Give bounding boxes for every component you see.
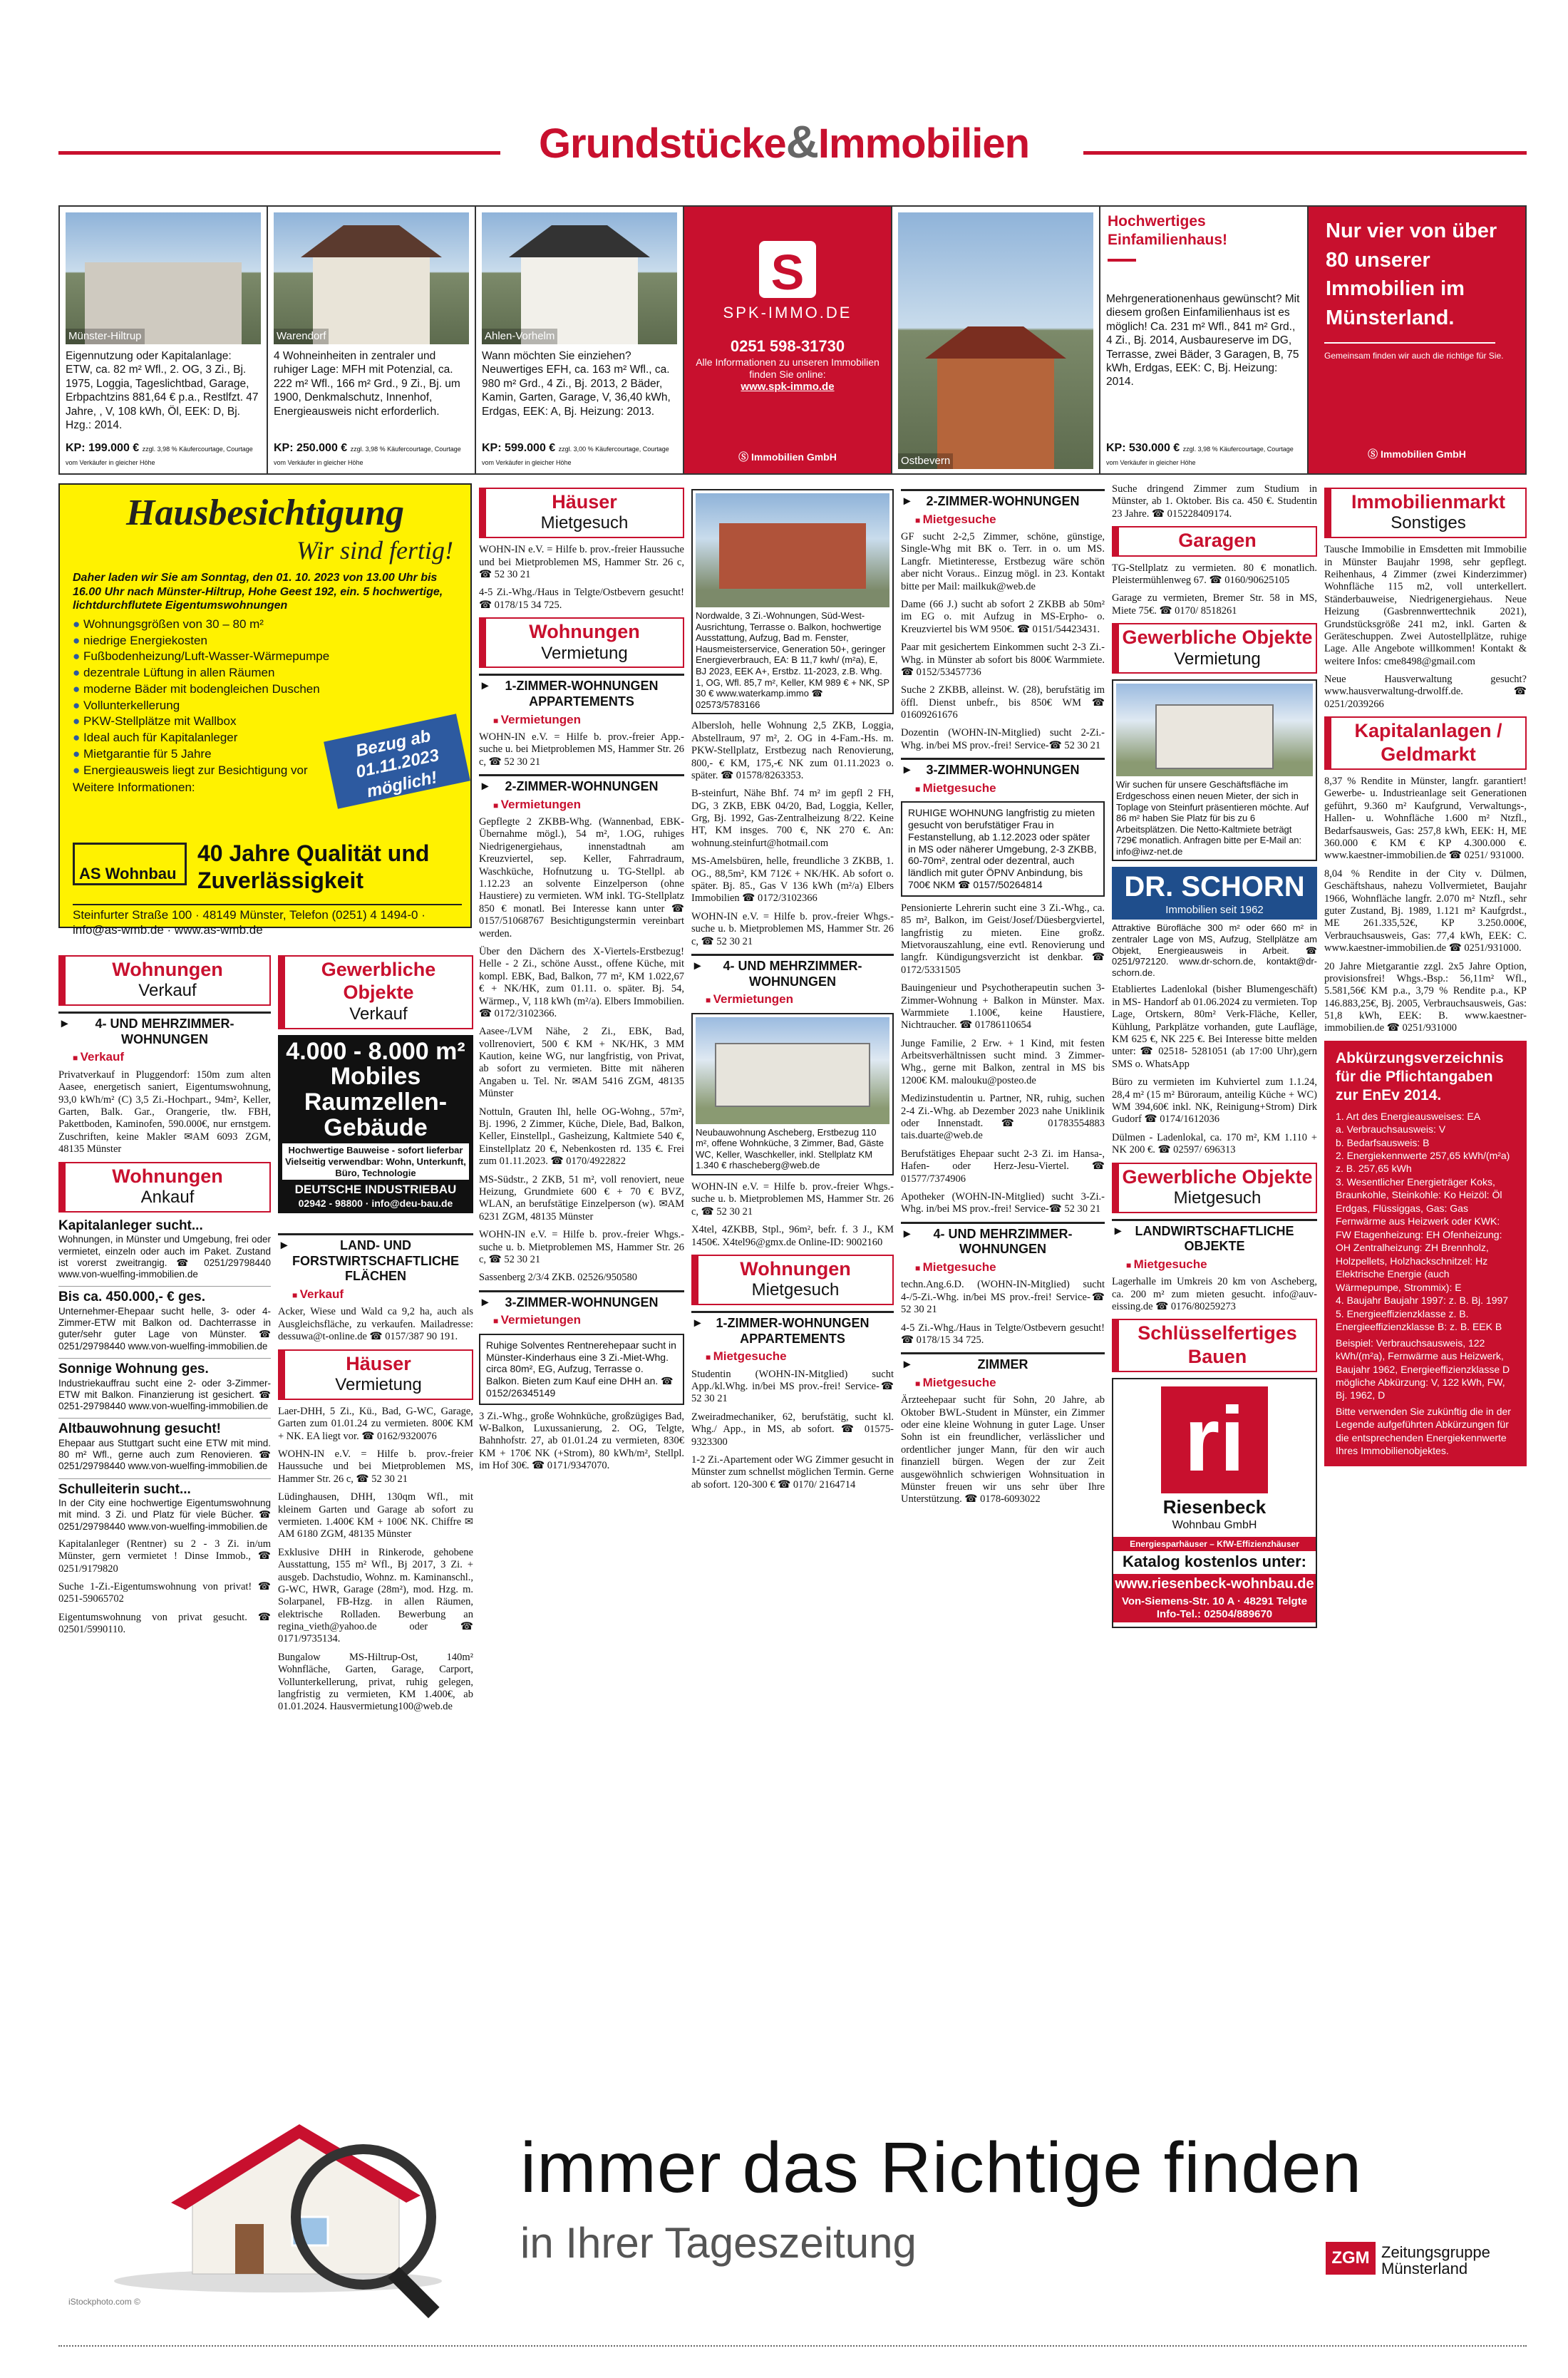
classified-ad[interactable]: Altbauwohnung gesucht! Ehepaar aus Stuttgart sucht eine ETW mit mind. 80 m² Wfl., gerne auch zum Renovieren. ☎ 0251/29798440 www.von-wuelfing-immobilien.de xyxy=(58,1418,271,1472)
zgm-logo-icon: ZGM xyxy=(1326,2242,1376,2275)
section-haeuser-mietgesuch: Häuser Mietgesuch xyxy=(479,488,684,538)
classified-ad[interactable]: 4-5 Zi.-Whg./Haus in Telgte/Ostbevern gesucht! ☎ 0178/15 34 725. xyxy=(901,1322,1105,1346)
category-heading: ▸ 4- UND MEHRZIMMER-WOHNUNGEN xyxy=(901,1222,1105,1257)
listing-photo: Ostbevern xyxy=(898,212,1093,469)
sparkasse-logo-icon xyxy=(759,241,816,298)
box-title: Abkürzungsverzeichnis für die Pflichtangaben zur EnEv 2014. xyxy=(1336,1049,1504,1104)
listing-ostbevern[interactable] xyxy=(892,207,1100,473)
availability-stamp: Bezug ab 01.11.2023 möglich! xyxy=(324,714,470,808)
classified-ad[interactable]: Aasee-/LVM Nähe, 2 Zi., EBK, Bad, vollrenoviert, 500 € KM + NK/HK, 3 MM Kaution, keine WG, nur langfristig, von Privat, ab sofort zu vermieten. Bitte mit näheren Angaben u. Tel. Nr. ✉AM 5416 ZGM, 48135 Münster xyxy=(479,1026,684,1100)
listing-price: KP: 250.000 € zzgl. 3,98 % Käufercourtage, Courtage vom Verkäufer in gleicher Höhe xyxy=(274,441,461,467)
section-kapitalanlagen: Kapitalanlagen / Geldmarkt xyxy=(1324,716,1527,770)
listing-text: Eigennutzung oder Kapitalanlage: ETW, ca. 82 m² Wfl., 2. OG, 3 Zi., Bj. 1975, Loggia, Tageslichtbad, Garage, Erbpachtzins 881,64 € p.a., Restlfzt. 47 Jahre, , V, 108 kWh, Öl, EEK: D, Bj. Hzg.: 2014. xyxy=(66,350,259,431)
listing-ahlen[interactable] xyxy=(476,207,684,473)
listing-hiltrup[interactable] xyxy=(60,207,268,473)
legend-line: b. Bedarfsausweis: B xyxy=(1336,1136,1430,1148)
column-2 xyxy=(271,951,473,1719)
category-heading: ▸ 4- UND MEHRZIMMER-WOHNUNGEN xyxy=(58,1012,271,1047)
classified-ad[interactable]: X4tel, 4ZKBB, Stpl., 96m², befr. f. 3 J., KM 1450€. X4tel96@gmx.de Online-ID: 9002160 xyxy=(691,1224,894,1248)
classified-ad[interactable]: 4-5 Zi.-Whg./Haus in Telgte/Ostbevern gesucht! ☎ 0178/15 34 725. xyxy=(479,587,684,611)
listing-photo: Warendorf xyxy=(274,212,469,344)
section-immobilienmarkt: Immobilienmarkt Sonstiges xyxy=(1324,488,1527,538)
listing-text: Nordwalde, 3 Zi.-Wohnungen, Süd-West-Ausrichtung, Terrasse o. Balkon, hochwertige Ausstattung, Aufzug, Bad m. Fenster, Hausmeisterservice, Generation 50+, geringer Energieverbrauch, EA: B 11,7 kwh/ (m²a), E, BJ 2023, EEK A+, Erstbz. 11-2023, z.B. Whg. 1, OG, Wfl. 85,7 m², Keller, KM 989 € + NK, SP 30 € www.waterkamp.immo ☎ 02573/5783166 xyxy=(696,610,889,710)
classified-ad[interactable]: Pensionierte Lehrerin sucht eine 3 Zi.-Whg., ca. 85 m², Balkon, im Geist/Josef/Düesbergviertel, langfristig zu mieten. Eine großz. Mietvorauszahlung, eine evtl. Renovierung und langfr. Kündigungsverzicht ist denkbar. ☎ 0172/5331505 xyxy=(901,902,1105,976)
listing-photo: Ahlen-Vorhelm xyxy=(482,212,677,344)
classified-ad[interactable]: Dülmen - Ladenlokal, ca. 170 m², KM 1.110 + NK 200 €. ☎ 02597/ 696313 xyxy=(1112,1131,1317,1156)
ad-headline: Hausbesichtigung xyxy=(125,493,405,533)
classified-ad[interactable]: Dame (66 J.) sucht ab sofort 2 ZKBB ab 50m² im EG o. mit Aufzug in MS-Erpho- o. Kreuzviertel bis WM 950€. ☎ 0151/54423431. xyxy=(901,598,1105,635)
steinfurt-ad[interactable] xyxy=(1112,679,1317,861)
masthead xyxy=(0,114,1568,171)
classified-ad[interactable]: 1-2 Zi.-Apartement oder WG Zimmer gesucht in Münster zum schnellst möglichen Termin. Gerne ab sofort. 120-300 € ☎ 0170/ 2164714 xyxy=(691,1454,894,1491)
listing-text: 4 Wohneinheiten in zentraler und ruhiger Lage: MFH mit Potenzial, ca. 222 m² Wfl., 166 m² Grd., 9 Zi., Bj. um 1900, Denkmalschutz, Innenhof, Energieausweis nicht erforderlich. xyxy=(274,350,460,418)
legend-line: 3. Wesentlicher Energieträger Koks, Braunkohle, Steinkohle: Ko Heizöl: Öl Erdgas, Flüssiggas, Gas: Gas Fernwärme aus Heizwerk oder KWK: FW Etagenheizung: EH Ofenheizung: OH Zentralheizung: ZH Brennholz, Holzpellets, Holzhackschnitzel: Hz Elektrische Energie (auch Wärmepumpe, Strommix): E xyxy=(1336,1175,1502,1293)
spk-footer: Ⓢ Immobilien GmbH xyxy=(738,451,837,463)
promo-footer: Ⓢ Immobilien GmbH xyxy=(1368,448,1466,460)
column-6 xyxy=(1112,483,1317,1628)
section-wohnungen-mietgesuch: Wohnungen Mietgesuch xyxy=(691,1255,894,1305)
category-heading: ▸ 2-ZIMMER-WOHNUNGEN xyxy=(901,489,1105,510)
category-heading: ▸ 2-ZIMMER-WOHNUNGEN xyxy=(479,774,684,795)
listing-price: KP: 599.000 € zzgl. 3,00 % Käufercourtage, Courtage vom Verkäufer in gleicher Höhe xyxy=(482,441,669,467)
section-wohnungen-ankauf: Wohnungen Ankauf xyxy=(58,1162,271,1213)
listing-einfamilienhaus[interactable] xyxy=(1100,207,1309,473)
column-3 xyxy=(479,483,684,1478)
page-title: Grundstücke&Immobilien xyxy=(538,116,1030,168)
column-5 xyxy=(901,483,1105,1512)
riesenbeck-logo-icon: ri xyxy=(1161,1386,1268,1493)
section-gewerbliche-mietgesuch: Gewerbliche Objekte Mietgesuch xyxy=(1112,1163,1317,1213)
listing-price: KP: 199.000 € zzgl. 3,98 % Käufercourtage, Courtage vom Verkäufer in gleicher Höhe xyxy=(66,441,253,467)
section-schluesselfertiges-bauen: Schlüsselfertiges Bauen xyxy=(1112,1319,1317,1372)
spk-phone: 0251 598-31730 xyxy=(730,336,845,355)
banner-slogan: immer das Richtige finden xyxy=(520,2128,1363,2208)
legend-line: 5. Energieeffizienzklasse z. B. Energieeffizienzklasse B: z. B. EEK B xyxy=(1336,1307,1502,1333)
category-heading: ▸ 3-ZIMMER-WOHNUNGEN xyxy=(479,1290,684,1311)
classified-ad[interactable]: WOHN-IN e.V. = Hilfe b. prov.-freier Whgs.-suche u. b. Mietproblemen MS, Hammer Str. 26 c, ☎ 52 30 21 xyxy=(479,1229,684,1265)
riesenbeck-ad[interactable] xyxy=(1112,1378,1317,1628)
enev-abbreviation-box xyxy=(1324,1041,1527,1466)
boxed-classified-ad[interactable]: RUHIGE WOHNUNG langfristig zu mieten gesucht von berufstätiger Frau in Festanstellung, ab 1.12.2023 oder später in MS oder näherer Umgebung, 2-3 ZKBB, 60-70m², zentral oder dezentral, auch ländlich mit guter ÖPNV Anbindung, bis 700€ NKM ☎ 0157/50264814 xyxy=(901,801,1105,897)
classified-ad[interactable]: Kapitalanleger sucht... Wohnungen, in Münster und Umgebung, frei oder vermietet, einzeln oder auch im Paket. Zustand ist vorerst zweitrangig. ☎ 0251/29798440 www.von-wuelfing-immobilien.de xyxy=(58,1218,271,1280)
list-item: ● niedrige Energiekosten xyxy=(73,634,458,649)
classified-ad[interactable]: Lagerhalle im Umkreis 20 km von Ascheberg, ca. 200 m² zum mieten gesucht. info@auv-eissing.de ☎ 0176/80259273 xyxy=(1112,1276,1317,1313)
nordwalde-ad[interactable] xyxy=(691,489,894,714)
website-link[interactable]: www.riesenbeck-wohnbau.de xyxy=(1113,1574,1316,1594)
classified-ad[interactable]: 8,04 % Rendite in der City v. Dülmen, Geschäftshaus, nahezu Vollvermietet, Baujahr 1966, Wohnfläche langfr. 2.070 m² Ntzfl., sehr guter Zustand, Bj. 1989, 1.121 m² Kaufgrdst., ME 261.335,52€, KP 3.250.000€, Verbrauchsausweis, Gas: 77,4 kWh, EEK: C. www.kaestner-immobilien.de ☎ 0251/931000. xyxy=(1324,868,1527,954)
classified-ad[interactable]: Exklusive DHH in Rinkerode, gehobene Ausstattung, 155 m² Wfl., Bj 2017, 3 Zi. + ausgeb. Dachstudio, Wohnz. m. Kaminanschl., G-WC, HWR, Garage (28m²), mod. Hzg. m. Solarpanel, FB-Hzg. in allen Räumen, elektrische Rolladen. Bewerbung an regina_vieth@yahoo.de oder ☎ 0171/9735134. xyxy=(278,1546,473,1645)
classified-ad[interactable]: Privatverkauf in Pluggendorf: 150m zum alten Aasee, energetisch saniert, Eigentumswohnung, 93,0 kWh/m² (C) 3,5 Zi.-Hochpart., 94m², Keller, Garten, Balk. Gar., Orangerie, tlw. FBH, Pakettboden, Kaminofen, 590.000€, nur ernstgem. Zuschriften, keine Makler ✉AM 6093 ZGM, 48135 Münster xyxy=(58,1069,271,1155)
classified-ad[interactable]: Sassenberg 2/3/4 ZKB. 02526/950580 xyxy=(479,1272,638,1284)
list-item: ● PKW-Stellplätze mit Wallbox xyxy=(73,714,458,729)
listing-text: Wann möchten Sie einziehen? Neuwertiges EFH, ca. 163 m² Wfl., ca. 980 m² Grd., 4 Zi., Bj. 2013, 2 Bäder, Kamin, Garten, Garage, V, 36,40 kWh, Erdgas, EEK: A, Bj. Heizung: 2013. xyxy=(482,350,671,418)
classified-ad[interactable]: Lüdinghausen, DHH, 130qm Wfl., mit kleinem Garten und Garage ab sofort zu vermieten. 1.400€ KM + 100€ NK. Chiffre ✉AM 6180 ZGM, 48135 Münster xyxy=(278,1491,473,1540)
zgm-name: Zeitungsgruppe Münsterland xyxy=(1381,2243,1490,2278)
category-tag: ■ Verkauf xyxy=(73,1050,271,1064)
listing-text: Neubauwohnung Ascheberg, Erstbezug 110 m², offene Wohnküche, 3 Zimmer, Bad, Gäste WC, Keller, Waschkeller, inkl. Stellplatz KM 1.340 € rhascheberg@web.de xyxy=(696,1126,884,1171)
classified-ad[interactable]: Suche dringend Zimmer zum Studium in Münster, ab 1. Oktober. Bis ca. 450 €. Studentin 23 Jahre. ☎ 015228409174. xyxy=(1112,483,1317,520)
listing-text: Wir suchen für unsere Geschäftsfläche im Erdgeschoss einen neuen Mieter, der sich in Toplage von Steinfurt präsentieren möchte. Auf 86 m² haben Sie Platz für bis zu 6 Arbeitsplätzen. Die Netto-Kaltmiete beträgt 729€ monatlich. Anfragen bitte per E-Mail an: info@iwz-net.de xyxy=(1116,779,1309,857)
classified-ad[interactable]: Medizinstudentin u. Partner, NR, ruhig, suchen 2-4 Zi.-Whg. ab Dezember 2023 nahe Uniklinik oder Innenstadt. ☎ 01783554883 tais.duarte@web.de xyxy=(901,1093,1105,1142)
classified-ad[interactable]: Laer-DHH, 5 Zi., Kü., Bad, G-WC, Garage, Garten zum 01.01.24 zu vermieten. 800€ KM + NK. EA liegt vor. ☎ 0162/9320076 xyxy=(278,1405,473,1442)
category-heading: ▸ ZIMMER xyxy=(901,1352,1105,1373)
section-gewerbliche-verkauf: Gewerbliche Objekte Verkauf xyxy=(278,955,473,1029)
classified-ad[interactable]: Neue Hausverwaltung gesucht? www.hausverwaltung-drwolff.de. ☎ 0251/2039266 xyxy=(1324,674,1527,710)
quality-slogan: 40 Jahre Qualität und Zuverlässigkeit xyxy=(197,840,430,894)
divider xyxy=(1324,342,1495,344)
classified-ad[interactable]: techn.Ang.6.D. (WOHN-IN-Mitglied) sucht 4-/5-Zi.-Whg. in/bei MS prov.-frei! Service-☎ 52 30 21 xyxy=(901,1279,1105,1316)
section-gewerbliche-vermietung: Gewerbliche Objekte Vermietung xyxy=(1112,623,1317,674)
category-tag: ■ Vermietungen xyxy=(706,992,894,1007)
listing-photo xyxy=(1116,684,1313,776)
bottom-banner xyxy=(0,2110,1568,2324)
legend-line: 1. Art des Energieausweises: EA xyxy=(1336,1110,1481,1122)
spk-link[interactable]: www.spk-immo.de xyxy=(741,380,835,393)
classified-ad[interactable]: Suche 2 ZKBB, alleinst. W. (28), berufstätig im öffl. Dienst unbefr., bis 850€ WM ☎ 01609261676 xyxy=(901,684,1105,721)
category-tag: ■ Mietgesuche xyxy=(915,781,1105,796)
listing-headline: Hochwertiges Einfamilienhaus! xyxy=(1108,213,1228,248)
classified-ad[interactable]: Junge Familie, 2 Erw. + 1 Kind, mit festen Arbeitsverhältnissen sucht mind. 3 Zimmer-Whg., gerne mit Balkon, zentral in MS bis 1200€ KM. malouku@posteo.de xyxy=(901,1037,1105,1086)
spk-brand: SPK-IMMO.DE xyxy=(723,304,852,321)
section-wohnungen-verkauf: Wohnungen Verkauf xyxy=(58,955,271,1006)
classified-ad[interactable]: Büro zu vermieten im Kuhviertel zum 1.1.24, 28,4 m² (15 m² Büroraum, anteilig Küche + WC) WM 394,60€ inkl. NK, Reinigung+Strom) Dirk Gudorf ☎ 0174/1612036 xyxy=(1112,1076,1317,1126)
list-item: ● Mietgarantie für 5 Jahre xyxy=(73,747,458,762)
legend-line: 4. Baujahr Baujahr 1997: z. B. Bj. 1997 xyxy=(1336,1294,1509,1307)
cut-line xyxy=(58,2345,1527,2347)
section-haeuser-vermietung: Häuser Vermietung xyxy=(278,1349,473,1400)
classified-ad[interactable]: Sonnige Wohnung ges. Industriekauffrau sucht eine 2- oder 3-Zimmer-ETW mit Balkon. Finanzierung ist gesichert. ☎ 0251-29798440 www.von-wuelfing-immobilien.de xyxy=(58,1358,271,1412)
list-item: ● Fußbodenheizung/Luft-Wasser-Wärmepumpe xyxy=(73,649,458,664)
classified-ad[interactable]: WOHN-IN e.V. = Hilfe b. prov.-freier App.-suche u. bei Mietproblemen MS, Hammer Str. 26 c, ☎ 52 30 21 xyxy=(479,731,684,768)
sparkasse-promo[interactable] xyxy=(1309,207,1525,473)
classified-ad[interactable]: Studentin (WOHN-IN-Mitglied) sucht App./kl.Whg. in/bei MS prov.-frei! Service-☎ 52 30 21 xyxy=(691,1368,894,1405)
contact-address: Steinfurter Straße 100 · 48149 Münster, Telefon (0251) 4 1494-0 · info@as-wmb.de · www.as-wmb.de xyxy=(73,904,462,937)
boxed-classified-ad[interactable]: Ruhige Solventes Rentnerehepaar sucht in Münster-Kinderhaus eine 3 Zi.-Miet-Whg. circa 80m², EG, Aufzug, Terrasse o. Balkon. Bieten zum Kauf eine DHH an. ☎ 0152/26345149 xyxy=(479,1334,684,1405)
as-wohnbau-logo: AS Wohnbau xyxy=(73,843,187,885)
classified-ad[interactable]: Albersloh, helle Wohnung 2,5 ZKB, Loggia, Abstellraum, 97 m², 2. OG in 4-Fam.-Hs. m. PKW-Stellplatz, Erstbezug nach Renovierung, 800,- € KM, 175,-€ NK zum 01.11.2023 o. später. ☎ 01578/8263353. xyxy=(691,720,894,781)
classified-ad[interactable]: Über den Dächern des X-Viertels-Erstbezug! Helle - 2 Zi., schöne Ausst., offene Küche, mit kompl. EBK, Bad, Balkon, 77 m², KM 1.022,67 € + NK/HK, zum 01.11. o. später. Bj. 54, Wärmep., V, 118 kWh (m²/a). Elbers Immobilien. ☎ 0172/3102366. xyxy=(479,945,684,1019)
legend-line: a. Verbrauchsausweis: V xyxy=(1336,1123,1446,1136)
dr-schorn-logo[interactable]: DR. SCHORN Immobilien seit 1962 xyxy=(1112,867,1317,920)
classified-ad[interactable]: Suche 1-Zi.-Eigentumswohnung von privat! ☎ 0251-59065702 xyxy=(58,1581,271,1605)
list-item: ● dezentrale Lüftung in allen Räumen xyxy=(73,666,458,681)
classified-ad[interactable]: 20 Jahre Mietgarantie zzgl. 2x5 Jahre Option, provisionsfrei! Whgs.-Bsp.: 56,11m² Wfl., 5.581,56€ KM p.a., 3,79 % Rendite p.a., KP 146.883,25€, Bj. 2005, Verbrauchsausweis, Gas: 51,8 kWh, EEK: B. www.kaestner-immobilien.de ☎ 0251/931000 xyxy=(1324,960,1527,1034)
classified-ad[interactable]: Berufstätiges Ehepaar sucht 2-3 Zi. im Hansa-, Hafen- oder Herz-Jesu-Viertel. ☎ 01577/7374906 xyxy=(901,1148,1105,1185)
ad-subheadline: Wir sind fertig! xyxy=(296,536,453,565)
classified-ad[interactable]: Tausche Immobilie in Emsdetten mit Immobilie in Münster Baujahr 1998, sehr gepflegt. Reihenhaus, 4 Zimmer (zwei Kinderzimmer) Wohnfläche 115 m2, voll unterkellert. Ständerbauweise, Niedrigenergiehaus. Neue Heizung (Gasbrennwerttechnik 2021), Grundstücksgröße 241 m2, inkl. Garten & Geräteschuppen. Zwei Autostellplätze, ruhige Lage. Alle Angebote willkommen! Kontakt & weitere Infos: cme8498@gmail.com xyxy=(1324,544,1527,667)
list-item: ● Energieausweis liegt zur Besichtigung vor xyxy=(73,763,458,778)
company-type: Wohnbau GmbH xyxy=(1172,1519,1257,1532)
as-wohnbau-block xyxy=(73,835,462,892)
column-7 xyxy=(1324,483,1527,1466)
company-name: Riesenbeck xyxy=(1162,1496,1267,1518)
divider xyxy=(1108,259,1136,262)
classified-ad[interactable]: MS-Südstr., 2 ZKB, 51 m², voll renoviert, neue Heizung, Grundmiete 600 € + 70 € BVZ, WLAN, an berufstätige Einzelperson (w). ✉AM 6231 ZGM, 48135 Münster xyxy=(479,1173,684,1223)
list-item: ● Vollunterkellerung xyxy=(73,699,458,714)
list-item: ● Wohnungsgrößen von 30 – 80 m² xyxy=(73,617,458,632)
category-tag: ■ Mietgesuche xyxy=(915,1260,1105,1275)
classified-ad[interactable]: GF sucht 2-2,5 Zimmer, schöne, günstige, Single-Whg mit BK o. Terr. in o. um MS. Langfr. Mietinteresse, Erstbezug wäre schön aber nicht Voraus.. Einzug mögl. in 23. Kontakt bitte per Mail: mailkuk@web.de xyxy=(901,530,1105,592)
spk-info: Alle Informationen zu unseren Immobilien finden Sie online: xyxy=(696,356,880,380)
category-tag: ■ Mietgesuche xyxy=(1126,1257,1317,1272)
classified-ad[interactable]: B-steinfurt, Nähe Bhf. 74 m² im gepfl 2 FH, DG, 3 ZKB, EBK 04/20, Bad, Loggia, Keller, Grg, Bj. 1992, Gas-Zentralheizung 8/22. Keine HT, KM insges. 700 €, NK 270 €. An: wohnung.steinfurt@hotmail.com xyxy=(691,788,894,849)
classified-ad[interactable]: Ärzteehepaar sucht für Sohn, 20 Jahre, ab Oktober BWL-Student in Münster, ein Zimmer oder eine kleine Wohnung in guter Lage. Unser Sohn ist ein freundlicher, verlässlicher und ordentlicher junger Mann, für den wir auch finanziell bürgen. Wegen der zur Zeit ausgewöhnlich schwierigen Wohnsituation in Münster freuen wir uns sehr über Ihre Unterstützung. ☎ 0178-6093022 xyxy=(901,1394,1105,1505)
classified-ad[interactable]: Zweiradmechaniker, 62, berufstätig, sucht kl. Whg./ App., in MS, ab sofort. ☎ 01575-9323300 xyxy=(691,1411,894,1448)
top-ad-strip xyxy=(58,205,1527,475)
category-tag: ■ Mietgesuche xyxy=(915,513,1105,527)
classified-ad[interactable]: Bauingenieur und Psychotherapeutin suchen 3-Zimmer-Wohnung + Balkon in Münster. Max. Warmmiete 1.100€, keine Haustiere, Nichtraucher. ☎ 01786110654 xyxy=(901,982,1105,1031)
contact-address: Von-Siemens-Str. 10 A · 48291 Telgte Info-Tel.: 02504/889670 xyxy=(1113,1594,1316,1622)
classified-ad[interactable]: Bungalow MS-Hiltrup-Ost, 140m² Wohnfläche, Garten, Garage, Carport, Vollunterkellerung, privat, ruhig gelegen, langfristig zu vermieten, KM 1.400€, ab 01.01.2024. Hausvermietung100@web.de xyxy=(278,1651,473,1713)
classified-ad[interactable]: Apotheker (WOHN-IN-Mitglied) sucht 3-Zi.-Whg. in/bei MS prov.-frei! Service-☎ 52 30 21 xyxy=(901,1191,1105,1215)
listing-photo xyxy=(696,1017,889,1124)
legend-line: Beispiel: Verbrauchsausweis, 122 kWh/(m²a), Fernwärme aus Heizwerk, Baujahr 1962, Energieeffizienzklasse D mögliche Abkürzung: V, 122 kWh, FW, Bj. 1962, D xyxy=(1336,1337,1510,1401)
classified-ad[interactable]: Paar mit gesichertem Einkommen sucht 2-3 Zi.-Whg. in Münster ab sofort bis 800€ Warmmiete. ☎ 0152/53457736 xyxy=(901,642,1105,678)
classified-ad[interactable]: WOHN-IN e.V. = Hilfe b. prov.-freier Haussuche und bei Mietproblemen MS, Hammer Str. 26 c, ☎ 52 30 21 xyxy=(479,544,684,580)
classified-ad[interactable]: MS-Amelsbüren, helle, freundliche 3 ZKBB, 1. OG., 88,5m², KM 712€ + NK/HK. Ab sofort o. später. Bj. 85., Gas V 136 kWh (m²/a) Elbers Immobilien ☎ 0172/3102366 xyxy=(691,855,894,905)
ad-headline: 4.000 - 8.000 m² Mobiles Raumzellen-Gebäude xyxy=(286,1037,465,1141)
raumzellen-ad[interactable] xyxy=(278,1035,473,1214)
ad-tagline: Energiesparhäuser – KfW-Effizienzhäuser xyxy=(1113,1537,1316,1551)
column-4 xyxy=(691,483,894,1497)
classified-ad[interactable]: WOHN-IN e.V. = Hilfe b. prov.-freier Whgs.-suche u. b. Mietproblemen MS, Hammer Str. 26 c, ☎ 52 30 21 xyxy=(691,910,894,947)
classified-ad[interactable]: Nottuln, Grauten Ihl, helle OG-Wohng., 57m², Bj. 1996, 2 Zimmer, Küche, Diele, Bad, Balkon, Keller, Einstellpl., Gasheizung, Kaltmiete 540 €, Einstellplatz 20 €, Nebenkosten rd. 135 €. Frei zum 01.11.2023. ☎ 0170/4922822 xyxy=(479,1106,684,1168)
column-1 xyxy=(58,951,271,1642)
info-label: Weitere Informationen: xyxy=(73,781,195,795)
listing-warendorf[interactable] xyxy=(268,207,476,473)
photo-credit: iStockphoto.com © xyxy=(68,2297,140,2307)
category-tag: ■ Verkauf xyxy=(292,1287,473,1302)
listing-price: KP: 530.000 € zzgl. 3,98 % Käufercourtage, Courtage vom Verkäufer in gleicher Höhe xyxy=(1106,441,1294,467)
ad-brand: DEUTSCHE INDUSTRIEBAU xyxy=(294,1183,457,1197)
classified-ad[interactable]: Garage zu vermieten, Bremer Str. 58 in MS, Miete 75€. ☎ 0170/ 8518261 xyxy=(1112,592,1317,617)
category-tag: ■ Mietgesuche xyxy=(706,1349,894,1364)
banner-subline: in Ihrer Tageszeitung xyxy=(520,2219,917,2267)
category-heading: ▸ 1-ZIMMER-WOHNUNGEN APPARTEMENTS xyxy=(691,1311,894,1347)
list-item: ● Ideal auch für Kapitalanleger xyxy=(73,731,458,746)
classified-ad[interactable]: Bis ca. 450.000,- € ges. Unternehmer-Ehepaar sucht helle, 3- oder 4-Zimmer-ETW mit Balkon od. Dachterrasse in guter/sehr guter Lage von Münster. ☎ 0251/29798440 www.von-wuelfing-immobilien.de xyxy=(58,1286,271,1352)
category-heading: ▸ 4- UND MEHRZIMMER-WOHNUNGEN xyxy=(691,954,894,989)
listing-text: Mehrgenerationenhaus gewünscht? Mit diesem großen Einfamilienhaus ist es möglich! Ca. 231 m² Wfl., 841 m² Grd., 4 Zi., Bj. 2014, Ausbaureserve im DG, Terrasse, zwei Bäder, 3 Garagen, B, 75 kWh, Erdgas, EEK: C, Bj. Heizung: 2014. xyxy=(1106,293,1300,388)
list-item: ● moderne Bäder mit bodengleichen Duschen xyxy=(73,682,458,697)
classified-ad[interactable]: 8,37 % Rendite in Münster, langfr. garantiert! Gewerbe- u. Industrieanlage seit Generationen geführt, 9.360 m² Kaufgrund, Verwaltungs-, Hallen- u. Wohnfläche 1.600 m² Ntzfl., Bedarfsausweis, Gas: 257,8 kWh, EEK: H, ME 360.000 € KM € KP 4.300.000 €. www.kaestner-immobilien.de ☎ 0251/ 931000. xyxy=(1324,776,1527,862)
section-wohnungen-vermietung: Wohnungen Vermietung xyxy=(479,617,684,668)
classified-ad[interactable]: Acker, Wiese und Wald ca 9,2 ha, auch als Ausgleichsfläche, zu verkaufen. Mailadresse: dessuwa@t-online.de ☎ 0157/387 90 191. xyxy=(278,1306,473,1343)
category-tag: ■ Vermietungen xyxy=(493,798,684,812)
ad-info: Daher laden wir Sie am Sonntag, den 01. 10. 2023 von 13.00 Uhr bis 16.00 Uhr nach Münster-Hiltrup, Hohe Geest 192, ein. 5 hochwertige, lichtdurchflutete Eigentumswohnungen xyxy=(73,572,443,612)
legend-line: 2. Energiekennwerte 257,65 kWh/(m²a) z. B. 257,65 kWh xyxy=(1336,1150,1510,1175)
category-heading: ▸ LANDWIRTSCHAFTLICHE OBJEKTE xyxy=(1112,1219,1317,1255)
ad-text: Hochwertige Bauweise - sofort lieferbar Vielseitig verwendbar: Wohn, Unterkunft, Büro, Technologie xyxy=(282,1143,469,1180)
classified-ad[interactable]: Attraktive Bürofläche 300 m² oder 660 m² in zentraler Lage von MS, Aufzug, Stellplätze am Objekt, Energieausweis in Arbeit. ☎ 0251/972120. www.dr-schorn.de, kontakt@dr-schorn.de. xyxy=(1112,922,1317,978)
category-heading: ▸ 3-ZIMMER-WOHNUNGEN xyxy=(901,758,1105,778)
category-tag: ■ Vermietungen xyxy=(493,1313,684,1327)
section-garagen: Garagen xyxy=(1112,526,1317,556)
classified-ad[interactable]: Eigentumswohnung von privat gesucht. ☎ 02501/5990110. xyxy=(58,1611,271,1636)
house-magnifier-icon xyxy=(64,2110,492,2295)
classified-ad[interactable]: Etabliertes Ladenlokal (bisher Blumengeschäft) in MS- Handorf ab 01.06.2024 zu vermieten. Top Lage, Ortskern, 80m² Verk-Fläche, Keller, Kühlung, Parkplätze vorhanden, gute Laufläge, KM 625 €, NK 225 €. Bei Interesse bitte melden unter: ☎ 02518- 5281051 (ab 17:00 Uhr),gern SMS o. WhatsApp xyxy=(1112,984,1317,1070)
category-heading: ▸ 1-ZIMMER-WOHNUNGEN APPARTEMENTS xyxy=(479,674,684,709)
classified-ad[interactable]: TG-Stellplatz zu vermieten. 80 € monatlich. Pleistermühlenweg 67. ☎ 0160/90625105 xyxy=(1112,562,1317,586)
classified-ad[interactable]: Gepflegte 2 ZKBB-Whg. (Wannenbad, EBK-Übernahme mögl.), 54 m², 1.OG, ruhiges Niedrigenergiehaus, innenstadtnah am Kreuzviertel, sep. Keller, Fahrradraum, Waschküche, Hofnutzung u. TG-Stellpl. ab 1.12.23 an solvente Einzelperson (ohne Haustiere) zu vermieten. WM inkl. TG-Stellplatz 850 € monatl. Bei Interesse kann unter ☎ 0157/51068767 Besichtigungstermin vereinbart werden. xyxy=(479,816,684,940)
promo-headline: Nur vier von über 80 unserer Immobilien im Münsterland. xyxy=(1326,220,1497,329)
category-heading: ▸ LAND- UND FORSTWIRTSCHAFTLICHE FLÄCHEN xyxy=(278,1233,473,1285)
catalog-label: Katalog kostenlos unter: xyxy=(1123,1553,1306,1570)
classified-ad[interactable]: WOHN-IN e.V. = Hilfe b. prov.-freier Haussuche und bei Mietproblemen MS, Hammer Str. 26 c, ☎ 52 30 21 xyxy=(278,1448,473,1485)
ad-phone: 02942 - 98800 · info@deu-bau.de xyxy=(298,1197,453,1209)
listing-photo xyxy=(696,493,889,607)
classified-ad[interactable]: Dozentin (WOHN-IN-Mitglied) sucht 2-Zi.-Whg. in/bei MS prov.-frei! Service-☎ 52 30 21 xyxy=(901,727,1105,751)
neubau-ad[interactable] xyxy=(691,1013,894,1175)
hausbesichtigung-ad[interactable] xyxy=(58,483,472,937)
category-tag: ■ Vermietungen xyxy=(493,713,684,727)
promo-text: Gemeinsam finden wir auch die richtige für Sie. xyxy=(1324,351,1504,361)
legend-line: Bitte verwenden Sie zukünftig die in der Legende aufgeführten Abkürzungen für die entsprechenden Energiekennwerte Ihres Immobilienobjektes. xyxy=(1336,1405,1511,1457)
spk-immo-ad[interactable] xyxy=(684,207,892,473)
category-tag: ■ Mietgesuche xyxy=(915,1376,1105,1390)
listing-photo: Münster-Hiltrup xyxy=(66,212,261,344)
classified-ad[interactable]: Kapitalanleger (Rentner) su 2 - 3 Zi. in/um Münster, gern vermietet ! Dinse Immob., ☎ 0251/9179820 xyxy=(58,1538,271,1575)
classified-ad[interactable]: WOHN-IN e.V. = Hilfe b. prov.-freier Whgs.-suche u. b. Mietproblemen MS, Hammer Str. 26 c, ☎ 52 30 21 xyxy=(691,1180,894,1218)
classified-ad[interactable]: Schulleiterin sucht... In der City eine hochwertige Eigentumswohnung mit mind. 3 Zi. und Platz für viele Bücher. ☎ 0251/29798440 www.von-wuelfing-immobilien.de xyxy=(58,1478,271,1533)
classified-ad[interactable]: 3 Zi.-Whg., große Wohnküche, großzügiges Bad, W-Balkon, Luxussanierung, 2. OG, Telgte, Bahnhofstr. 27, ab 01.01.24 zu vermieten, 830€ KM + 170€ NK (+Strom), 80 kWh/m², Stellpl. im Hof 30€. ☎ 0171/9347070. xyxy=(479,1410,684,1472)
